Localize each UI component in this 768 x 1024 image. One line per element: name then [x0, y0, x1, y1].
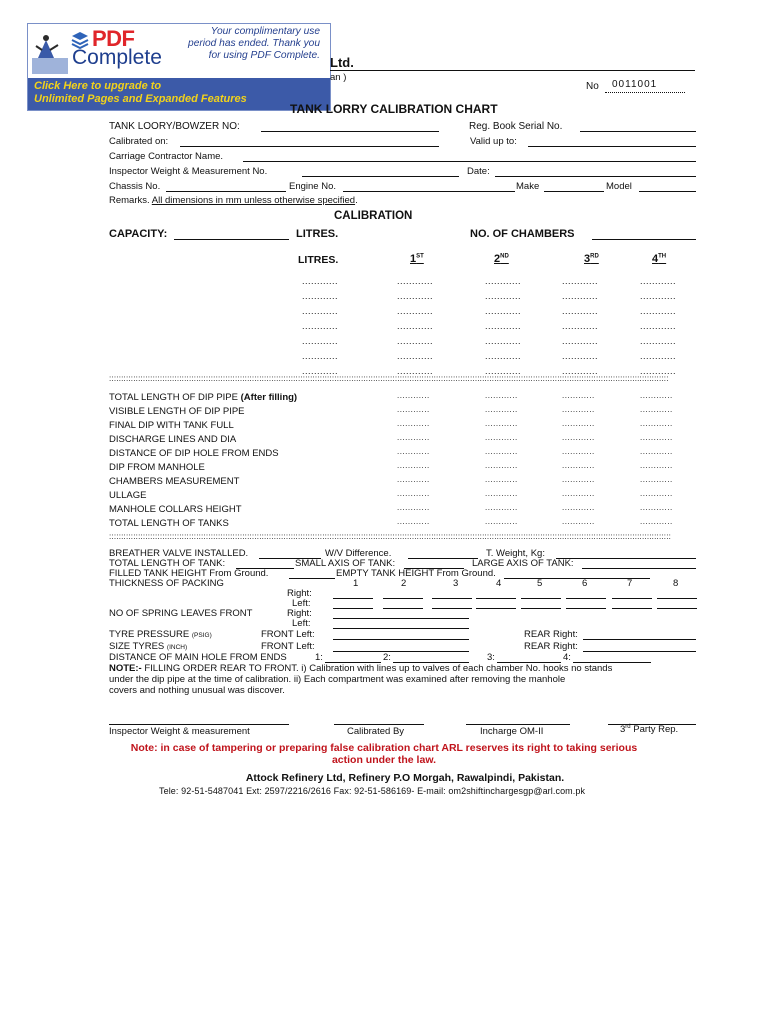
- reg-book-label: Reg. Book Serial No.: [469, 121, 563, 132]
- t-weight-label: T. Weight, Kg:: [486, 548, 545, 559]
- tyre-pressure-text: TYRE PRESSURE: [109, 629, 190, 640]
- calibration-entry-ch4[interactable]: ............: [640, 276, 677, 286]
- calibration-entry-ch4[interactable]: ............: [640, 306, 677, 316]
- column-3rd: [584, 253, 599, 265]
- measurement-entry[interactable]: ............: [485, 391, 518, 400]
- incharge-signature-line[interactable]: [466, 724, 570, 725]
- banner-complete-text: Complete: [72, 46, 162, 69]
- packing-number: 8: [673, 578, 679, 589]
- calibration-entry-ch2[interactable]: ............: [485, 351, 522, 361]
- packing-right-field[interactable]: [521, 598, 561, 599]
- packing-number: 2: [401, 578, 407, 589]
- filled-height-label: FILLED TANK HEIGHT From Ground.: [109, 568, 269, 579]
- packing-right-label: Right:: [287, 588, 312, 599]
- tyre-rear-right-field[interactable]: [583, 639, 696, 640]
- measurement-entry[interactable]: ............: [485, 489, 518, 498]
- tank-lorry-no-label: TANK LOORY/BOWZER NO:: [109, 121, 240, 132]
- calibration-entry-litres[interactable]: ............: [302, 276, 339, 286]
- remarks-row: [109, 195, 358, 206]
- calibration-entry-ch3[interactable]: ............: [562, 321, 599, 331]
- calibration-entry-ch2[interactable]: ............: [485, 291, 522, 301]
- tank-lorry-no-field[interactable]: [261, 131, 439, 132]
- measurement-label-text: TOTAL LENGTH OF TANKS: [109, 518, 229, 529]
- measurement-entry[interactable]: ............: [397, 517, 430, 526]
- dotted-divider-2: ::::::::::::::::::::::::::::::::::::::::::::::::::::::::::::::::::::::::::::::::::::::::::::::::::::::::::::::::::::::::::::::::::::::::::::::::::::::::::::::::::::::::::::::::::::::::::::::::::::::::::::::::::::::::::::::::::::::::: [109, 532, 672, 541]
- size-rear-right-field[interactable]: [583, 651, 696, 652]
- spring-right-field[interactable]: [333, 618, 469, 619]
- measurement-label-text: VISIBLE LENGTH OF DIP PIPE: [109, 406, 245, 417]
- calibration-entry-ch3[interactable]: ............: [562, 336, 599, 346]
- tampering-note-line1: Note: in case of tampering or preparing false calibration chart ARL reserves its right to taking serious: [130, 742, 638, 754]
- column-1st-sup: ST: [416, 253, 424, 260]
- calibrated-on-label: Calibrated on:: [109, 136, 169, 147]
- third-party-label: [620, 724, 678, 735]
- packing-left-field[interactable]: [657, 608, 697, 609]
- tyre-front-left-field[interactable]: [333, 639, 469, 640]
- banner-message: Your complimentary use period has ended. Thank you for using PDF Complete.: [188, 26, 320, 61]
- tampering-note-line2: action under the law.: [331, 754, 437, 766]
- calibration-entry-ch3[interactable]: ............: [562, 276, 599, 286]
- calibration-entry-ch1[interactable]: ............: [397, 351, 434, 361]
- filled-height-field[interactable]: [289, 578, 335, 579]
- measurement-entry[interactable]: ............: [562, 517, 595, 526]
- column-4th-sup: TH: [658, 253, 667, 260]
- measurement-entry[interactable]: ............: [485, 419, 518, 428]
- calibrated-by-signature-line[interactable]: [334, 724, 424, 725]
- measurement-label-text: CHAMBERS MEASUREMENT: [109, 476, 240, 487]
- calibration-heading: CALIBRATION: [334, 210, 413, 222]
- calibration-entry-ch1[interactable]: ............: [397, 321, 434, 331]
- company-contact: Tele: 92-51-5487041 Ext: 2597/2216/2616 Fax: 92-51-586169- E-mail: om2shiftinchargesgp@arl.com.pk: [159, 786, 586, 796]
- column-2nd-sup: ND: [500, 253, 509, 260]
- third-party-num: 3: [620, 724, 626, 736]
- calibration-entry-ch4[interactable]: ............: [640, 321, 677, 331]
- tyre-pressure-unit: (PSIG): [191, 632, 212, 639]
- dotted-divider-1: :::::::::::::::::::::::::::::::::::::::::::::::::::::::::::::::::::::::::::::::::::::::::::::::::::::::::::::::::::::::::::::::::::::::::::::::::::::::::::::::::::::::::::::::::::::::::::::::::::::::::::::::::::::::::::::::::::::::: [109, 374, 669, 383]
- packing-right-field[interactable]: [566, 598, 606, 599]
- filling-note-line1: [109, 663, 612, 674]
- inspector-signature-label: Inspector Weight & measurement: [109, 726, 250, 737]
- calibration-entry-litres[interactable]: ............: [302, 321, 339, 331]
- measurement-label-text: FINAL DIP WITH TANK FULL: [109, 420, 234, 431]
- calibration-entry-litres[interactable]: ............: [302, 291, 339, 301]
- serial-no-value: 0011001: [612, 79, 658, 90]
- measurement-entry[interactable]: ............: [562, 503, 595, 512]
- carriage-contractor-label: Carriage Contractor Name.: [109, 151, 224, 162]
- empty-height-label: EMPTY TANK HEIGHT From Ground.: [336, 568, 496, 579]
- header-rule: [330, 70, 695, 71]
- inspector-no-label: Inspector Weight & Measurement No.: [109, 166, 268, 177]
- measurement-entry[interactable]: ............: [485, 433, 518, 442]
- measurement-entry[interactable]: ............: [562, 461, 595, 470]
- capacity-field[interactable]: [174, 239, 289, 240]
- measurement-entry[interactable]: ............: [640, 503, 673, 512]
- measurement-entry[interactable]: ............: [397, 419, 430, 428]
- thickness-packing-label: THICKNESS OF PACKING: [109, 578, 224, 589]
- remarks-value: All dimensions in mm unless otherwise specified: [151, 195, 356, 206]
- pdf-complete-logo-icon: [32, 28, 68, 74]
- measurement-label: [109, 448, 279, 459]
- measurement-entry[interactable]: ............: [485, 461, 518, 470]
- measurement-entry[interactable]: ............: [397, 503, 430, 512]
- chassis-label: Chassis No.: [109, 181, 161, 192]
- size-tyres-text: SIZE TYRES: [109, 641, 165, 652]
- calibrated-on-field[interactable]: [180, 146, 439, 147]
- calibration-entry-ch1[interactable]: ............: [397, 366, 434, 376]
- packing-number: 5: [537, 578, 543, 589]
- measurement-entry[interactable]: ............: [562, 391, 595, 400]
- measurement-entry[interactable]: ............: [397, 405, 430, 414]
- packing-left-field[interactable]: [383, 608, 423, 609]
- calibration-entry-ch1[interactable]: ............: [397, 336, 434, 346]
- measurement-entry[interactable]: ............: [485, 475, 518, 484]
- filling-note: [109, 663, 612, 696]
- engine-label: Engine No.: [289, 181, 337, 192]
- size-front-left-label: FRONT Left:: [261, 641, 315, 652]
- filling-note-line2: under the dip pipe at the time of calibration. ii) Each compartment was examined after removing the manhole: [109, 674, 566, 685]
- packing-right-field[interactable]: [612, 598, 652, 599]
- filling-note-line3: covers and nothing unusual was discover.: [109, 685, 285, 696]
- chambers-field[interactable]: [592, 239, 696, 240]
- measurement-entry[interactable]: ............: [562, 447, 595, 456]
- size-tyres-label: [109, 641, 187, 652]
- measurement-entry[interactable]: ............: [640, 489, 673, 498]
- incharge-label: Incharge OM-II: [480, 726, 544, 737]
- calibration-entry-ch4[interactable]: ............: [640, 351, 677, 361]
- t-weight-field[interactable]: [556, 558, 696, 559]
- valid-up-to-label: Valid up to:: [470, 136, 517, 147]
- measurement-label: [109, 406, 245, 417]
- column-1st-num: 1: [410, 253, 417, 265]
- measurement-entry[interactable]: ............: [485, 503, 518, 512]
- wv-difference-field[interactable]: [408, 558, 478, 559]
- measurement-label: [109, 490, 147, 501]
- model-field[interactable]: [639, 191, 696, 192]
- column-4th-num: 4: [652, 253, 659, 265]
- packing-right-field[interactable]: [657, 598, 697, 599]
- measurement-label: [109, 420, 234, 431]
- size-front-left-field[interactable]: [333, 651, 469, 652]
- measurement-label: [109, 476, 239, 487]
- tyre-rear-right-label: REAR Right:: [524, 629, 578, 640]
- wv-difference-label: W/V Difference.: [325, 548, 392, 559]
- calibration-entry-ch1[interactable]: ............: [397, 276, 434, 286]
- distance-4-label: 4:: [563, 652, 571, 663]
- measurement-label-text: DISCHARGE LINES AND DIA: [109, 434, 237, 445]
- company-name: Ltd.: [330, 55, 354, 70]
- valid-up-to-field[interactable]: [528, 146, 696, 147]
- packing-number: 1: [353, 578, 359, 589]
- pdf-complete-banner[interactable]: [27, 23, 331, 111]
- measurement-label: [109, 462, 205, 473]
- calibration-entry-ch3[interactable]: ............: [562, 291, 599, 301]
- measurement-entry[interactable]: ............: [397, 391, 430, 400]
- measurement-entry[interactable]: ............: [397, 475, 430, 484]
- measurement-label-text: ULLAGE: [109, 490, 147, 501]
- calibration-entry-ch3[interactable]: ............: [562, 306, 599, 316]
- capacity-litres-label: LITRES.: [296, 228, 339, 240]
- packing-number: 7: [627, 578, 633, 589]
- measurement-label-text: DIP FROM MANHOLE: [109, 462, 205, 473]
- measurement-entry[interactable]: ............: [485, 517, 518, 526]
- spring-leaves-label: NO OF SPRING LEAVES FRONT: [109, 608, 253, 619]
- measurement-entry[interactable]: ............: [640, 433, 673, 442]
- document-title: TANK LORRY CALIBRATION CHART: [290, 102, 498, 116]
- chambers-label: NO. OF CHAMBERS: [470, 228, 575, 240]
- calibration-entry-ch2[interactable]: ............: [485, 321, 522, 331]
- distance-main-hole-label: DISTANCE OF MAIN HOLE FROM ENDS: [109, 652, 287, 663]
- measurement-label: [109, 504, 242, 515]
- column-2nd: [494, 253, 509, 265]
- measurement-entry[interactable]: ............: [640, 419, 673, 428]
- packing-number: 6: [582, 578, 588, 589]
- measurement-entry[interactable]: ............: [640, 405, 673, 414]
- carriage-contractor-field[interactable]: [243, 161, 696, 162]
- measurement-entry[interactable]: ............: [640, 517, 673, 526]
- measurement-entry[interactable]: ............: [485, 405, 518, 414]
- calibration-entry-ch1[interactable]: ............: [397, 291, 434, 301]
- calibration-entry-ch3[interactable]: ............: [562, 366, 599, 376]
- inspector-no-field[interactable]: [302, 176, 459, 177]
- packing-left-field[interactable]: [333, 608, 373, 609]
- small-axis-label: SMALL AXIS OF TANK:: [295, 558, 396, 569]
- serial-no-label: No: [586, 81, 599, 92]
- column-litres: LITRES.: [298, 254, 339, 266]
- packing-right-field[interactable]: [476, 598, 516, 599]
- calibration-entry-ch4[interactable]: ............: [640, 366, 677, 376]
- calibration-entry-litres[interactable]: ............: [302, 306, 339, 316]
- calibration-entry-litres[interactable]: ............: [302, 351, 339, 361]
- tyre-pressure-label: [109, 629, 212, 640]
- date-label: Date:: [467, 166, 490, 177]
- spring-left-field[interactable]: [333, 628, 469, 629]
- calibration-entry-ch3[interactable]: ............: [562, 351, 599, 361]
- calibration-entry-litres[interactable]: ............: [302, 366, 339, 376]
- column-1st: [410, 253, 424, 265]
- measurement-entry[interactable]: ............: [640, 475, 673, 484]
- make-field[interactable]: [544, 191, 604, 192]
- measurement-label-text: DISTANCE OF DIP HOLE FROM ENDS: [109, 448, 279, 459]
- column-3rd-num: 3: [584, 253, 591, 265]
- calibration-entry-ch4[interactable]: ............: [640, 291, 677, 301]
- measurement-label-suffix: (After filling): [240, 392, 298, 403]
- packing-left-field[interactable]: [566, 608, 606, 609]
- size-rear-right-label: REAR Right:: [524, 641, 578, 652]
- distance-2-label: 2:: [383, 652, 391, 663]
- reg-book-field[interactable]: [580, 131, 696, 132]
- large-axis-field[interactable]: [582, 568, 696, 569]
- remarks-label: Remarks.: [109, 195, 150, 206]
- third-party-sup: rd: [625, 724, 631, 730]
- calibration-entry-ch2[interactable]: ............: [485, 306, 522, 316]
- measurement-label-text: MANHOLE COLLARS HEIGHT: [109, 504, 242, 515]
- size-tyres-unit: (INCH): [166, 644, 188, 651]
- filling-note-label: NOTE:-: [109, 663, 142, 674]
- company-address: Attock Refinery Ltd, Refinery P.O Morgah, Rawalpindi, Pakistan.: [245, 772, 565, 784]
- packing-left-label: Left:: [292, 598, 311, 609]
- tyre-front-left-label: FRONT Left:: [261, 629, 315, 640]
- column-2nd-num: 2: [494, 253, 501, 265]
- calibration-entry-litres[interactable]: ............: [302, 336, 339, 346]
- inspector-signature-line[interactable]: [109, 724, 289, 725]
- packing-left-field[interactable]: [432, 608, 472, 609]
- chassis-field[interactable]: [166, 191, 286, 192]
- calibration-entry-ch4[interactable]: ............: [640, 336, 677, 346]
- packing-right-field[interactable]: [333, 598, 373, 599]
- measurement-entry[interactable]: ............: [562, 489, 595, 498]
- upgrade-link-line2[interactable]: Unlimited Pages and Expanded Features: [34, 93, 247, 105]
- measurement-entry[interactable]: ............: [562, 419, 595, 428]
- measurement-entry[interactable]: ............: [640, 447, 673, 456]
- packing-number: 3: [453, 578, 459, 589]
- packing-number: 4: [496, 578, 502, 589]
- calibration-entry-ch2[interactable]: ............: [485, 336, 522, 346]
- remarks-end: .: [355, 195, 358, 206]
- serial-no-line: [605, 92, 685, 93]
- large-axis-label: LARGE AXIS OF TANK:: [472, 558, 574, 569]
- measurement-entry[interactable]: ............: [562, 405, 595, 414]
- measurement-entry[interactable]: ............: [640, 461, 673, 470]
- calibrated-by-label: Calibrated By: [347, 726, 405, 737]
- spring-left-label: Left:: [292, 618, 311, 629]
- measurement-entry[interactable]: ............: [397, 447, 430, 456]
- packing-left-field[interactable]: [612, 608, 652, 609]
- upgrade-link-line1[interactable]: Click Here to upgrade to: [34, 80, 162, 92]
- packing-left-field[interactable]: [476, 608, 516, 609]
- make-label: Make: [516, 181, 540, 192]
- capacity-label: CAPACITY:: [109, 228, 168, 240]
- spring-right-label: Right:: [287, 608, 312, 619]
- measurement-entry[interactable]: ............: [397, 489, 430, 498]
- company-subtitle: an ): [330, 72, 347, 83]
- engine-field[interactable]: [343, 191, 515, 192]
- distance-3-label: 3:: [487, 652, 495, 663]
- packing-left-field[interactable]: [521, 608, 561, 609]
- measurement-entry[interactable]: ............: [485, 447, 518, 456]
- measurement-label: [109, 518, 229, 529]
- measurement-entry[interactable]: ............: [397, 461, 430, 470]
- model-label: Model: [606, 181, 632, 192]
- total-length-tank-label: TOTAL LENGTH OF TANK:: [109, 558, 226, 569]
- filling-note-text1: FILLING ORDER REAR TO FRONT. i) Calibration with lines up to valves of each chamber No. hooks no stands: [141, 663, 613, 674]
- packing-right-field[interactable]: [383, 598, 423, 599]
- calibration-entry-ch2[interactable]: ............: [485, 276, 522, 286]
- calibration-entry-ch2[interactable]: ............: [485, 366, 522, 376]
- calibration-entry-ch1[interactable]: ............: [397, 306, 434, 316]
- measurement-label: [109, 392, 297, 403]
- column-4th: [652, 253, 666, 265]
- date-field[interactable]: [495, 176, 696, 177]
- packing-right-field[interactable]: [432, 598, 472, 599]
- measurement-entry[interactable]: ............: [397, 433, 430, 442]
- measurement-entry[interactable]: ............: [562, 475, 595, 484]
- measurement-entry[interactable]: ............: [640, 391, 673, 400]
- column-3rd-sup: RD: [590, 253, 599, 260]
- third-party-rest: Party Rep.: [630, 724, 679, 736]
- measurement-label-text: TOTAL LENGTH OF DIP PIPE: [109, 392, 238, 403]
- breather-valve-label: BREATHER VALVE INSTALLED.: [109, 548, 249, 559]
- measurement-label: [109, 434, 236, 445]
- banner-pdf-text: PDF: [92, 26, 135, 51]
- measurement-entry[interactable]: ............: [562, 433, 595, 442]
- upgrade-link[interactable]: [34, 80, 247, 106]
- distance-1-label: 1:: [315, 652, 323, 663]
